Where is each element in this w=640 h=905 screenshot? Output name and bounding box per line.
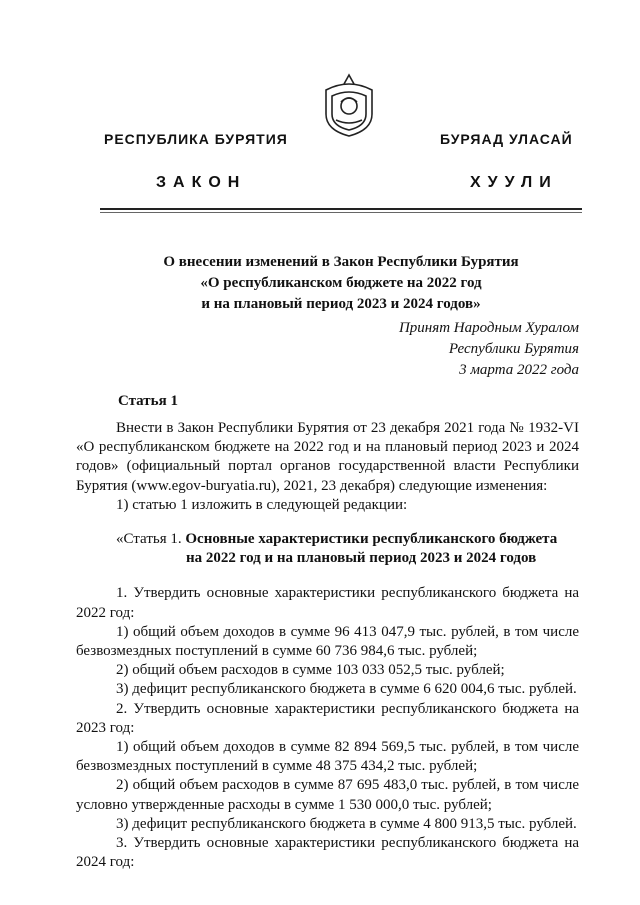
budget-paragraph: 2) общий объем расходов в сумме 87 695 483,0 тыс. рублей, в том числе условно утвержденные расходы в сумме 1 530 000,0 тыс. рублей; (76, 777, 579, 813)
budget-paragraph: 3) дефицит республиканского бюджета в сумме 4 800 913,5 тыс. рублей. (116, 815, 577, 832)
change-item: 1) статью 1 изложить в следующей редакции: (116, 496, 408, 513)
budget-paragraph: 3) дефицит республиканского бюджета в сумме 6 620 004,6 тыс. рублей. (116, 681, 577, 698)
budget-paragraph: 2) общий объем расходов в сумме 103 033 052,5 тыс. рублей; (116, 662, 505, 679)
adoption-date: 3 марта 2022 года (459, 362, 579, 378)
amended-article-heading (76, 530, 579, 568)
law-title-line: и на плановый период 2023 и 2024 годов» (201, 296, 481, 312)
republic-name-bua: БУРЯАД УЛАСАЙ (440, 131, 573, 147)
adoption-line: Принят Народным Хуралом (398, 320, 579, 336)
law-title (100, 252, 582, 315)
header-divider-thin (100, 212, 582, 213)
amended-article-title: на 2022 год и на плановый период 2023 и 2024 годов (186, 550, 537, 567)
amended-article-prefix: «Статья 1. (116, 531, 186, 548)
law-label-bua: ХУУЛИ (470, 174, 558, 191)
law-title-line: «О республиканском бюджете на 2022 год (200, 275, 482, 291)
republic-name-ru: РЕСПУБЛИКА БУРЯТИЯ (104, 131, 288, 147)
budget-paragraph: 2. Утвердить основные характеристики республиканского бюджета на 2023 год: (76, 700, 579, 736)
article-intro-paragraph: Внести в Закон Республики Бурятия от 23 декабря 2021 года № 1932-VI «О республиканском бюджете на 2022 год и на плановый период 2023 и 2024 годов» (официальный портал органов государственной власти Республики Бурятия (www.egov-buryatia.ru), 2021, 23 декабря) следующие изменения: (76, 420, 579, 494)
law-title-line: О внесении изменений в Закон Республики Бурятия (163, 254, 519, 270)
amended-article-title: Основные характеристики республиканского бюджета (185, 531, 558, 548)
article-heading: Статья 1 (118, 393, 178, 409)
coat-of-arms-icon (322, 72, 376, 138)
adoption-line: Республики Бурятия (448, 341, 579, 357)
budget-paragraph: 3. Утвердить основные характеристики республиканского бюджета на 2024 год: (76, 835, 579, 871)
budget-paragraph: 1) общий объем доходов в сумме 96 413 047,9 тыс. рублей, в том числе безвозмездных поступлений в сумме 60 736 984,6 тыс. рублей; (76, 623, 579, 660)
budget-paragraph: 1. Утвердить основные характеристики республиканского бюджета на 2022 год: (76, 585, 579, 621)
adoption-note (300, 318, 579, 381)
document-body (76, 419, 579, 872)
header-divider-thick (100, 208, 582, 210)
budget-paragraph: 1) общий объем доходов в сумме 82 894 569,5 тыс. рублей, в том числе безвозмездных поступлений в сумме 48 375 434,2 тыс. рублей; (76, 739, 579, 775)
law-label-ru: ЗАКОН (156, 174, 247, 191)
